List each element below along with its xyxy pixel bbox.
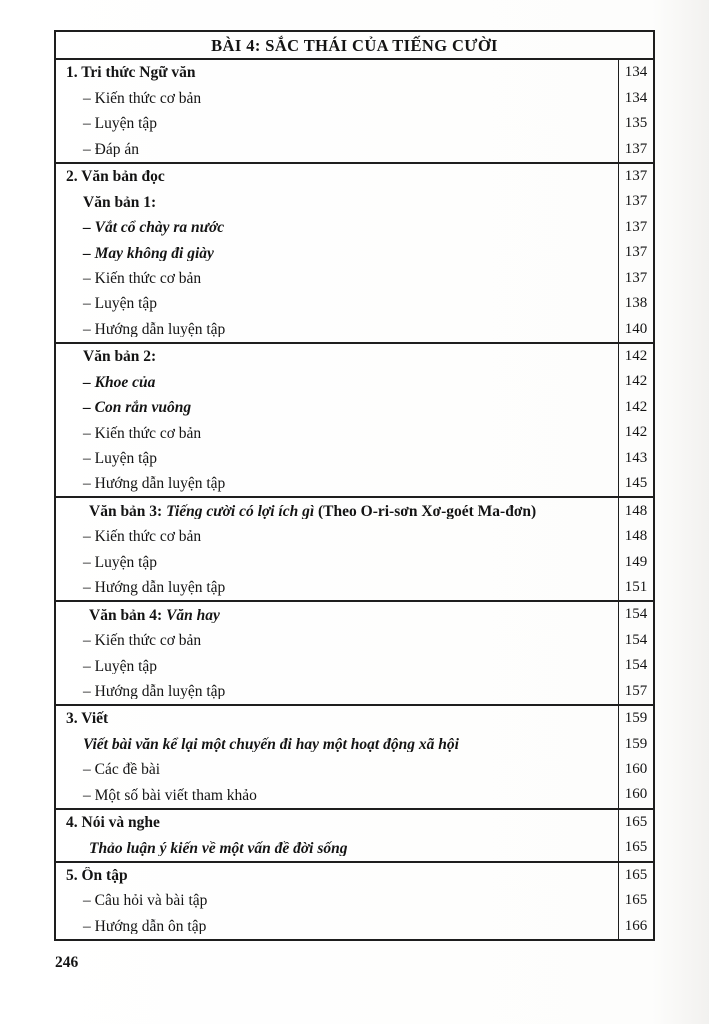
toc-entry-page-number: 137 (618, 266, 653, 291)
toc-row (56, 498, 653, 523)
toc-row (56, 888, 653, 913)
toc-row (56, 679, 653, 704)
toc-entry-label: 1. Tri thức Ngữ văn (66, 64, 196, 81)
toc-body (56, 60, 653, 939)
toc-entry-page-number: 165 (618, 863, 653, 888)
toc-row (56, 316, 653, 341)
toc-entry-label: – Con rắn vuông (83, 399, 192, 416)
toc-entry-label: – Luyện tập (83, 115, 158, 132)
toc-section (56, 600, 653, 704)
toc-row (56, 344, 653, 369)
toc-section (56, 496, 653, 600)
toc-row (56, 757, 653, 782)
toc-row (56, 85, 653, 110)
toc-entry-page-number: 160 (618, 782, 653, 807)
toc-entry-label: – May không đi giày (83, 244, 214, 262)
toc-entry-label (56, 607, 618, 624)
toc-entry-text-part: Văn bản 4: (89, 606, 167, 624)
toc-entry-text-part: (Theo O-ri-sơn Xơ-goét Ma-đơn) (318, 502, 537, 520)
toc-row (56, 266, 653, 291)
toc-entry-label: – Các đề bài (83, 761, 161, 778)
toc-entry-label: 4. Nói và nghe (66, 814, 160, 831)
toc-row (56, 575, 653, 600)
toc-row (56, 549, 653, 574)
toc-entry-page-number: 149 (618, 549, 653, 574)
toc-entry-page-number: 154 (618, 602, 653, 627)
toc-entry-label: – Hướng dẫn luyện tập (83, 682, 226, 700)
toc-entry-label: – Kiến thức cơ bản (83, 528, 202, 545)
toc-entry-label: – Luyện tập (83, 657, 158, 675)
toc-entry-page-number: 143 (618, 446, 653, 471)
toc-entry-label: – Kiến thức cơ bản (83, 424, 202, 442)
toc-section (56, 162, 653, 342)
toc-row (56, 524, 653, 549)
toc-entry-label: 5. Ôn tập (66, 867, 128, 884)
toc-entry-page-number: 160 (618, 757, 653, 782)
toc-entry-text-part: Văn hay (166, 606, 220, 624)
toc-row (56, 653, 653, 678)
toc-entry-label: – Kiến thức cơ bản (83, 89, 202, 107)
toc-entry-label: – Kiến thức cơ bản (83, 269, 202, 287)
toc-entry-page-number: 159 (618, 706, 653, 731)
toc-row (56, 602, 653, 627)
toc-entry-page-number: 134 (618, 85, 653, 110)
toc-row (56, 164, 653, 189)
toc-entry-label: – Hướng dẫn ôn tập (83, 917, 207, 935)
toc-entry-text-part: Tiếng cười có lợi ích gì (166, 502, 319, 520)
toc-entry-page-number: 137 (618, 136, 653, 161)
toc-entry-page-number: 165 (618, 835, 653, 860)
toc-section (56, 342, 653, 497)
toc-entry-page-number: 159 (618, 731, 653, 756)
toc-entry-label: – Hướng dẫn luyện tập (83, 475, 226, 492)
toc-entry-page-number: 148 (618, 498, 653, 523)
toc-row (56, 446, 653, 471)
toc-entry-page-number: 138 (618, 291, 653, 316)
toc-section (56, 808, 653, 861)
toc-entry-label: – Vắt cổ chày ra nước (83, 219, 225, 236)
toc-entry-label: – Luyện tập (83, 450, 158, 467)
toc-entry-label: Văn bản 2: (83, 348, 157, 365)
toc-entry-label: – Hướng dẫn luyện tập (83, 579, 226, 596)
toc-entry-page-number: 135 (618, 111, 653, 136)
toc-row (56, 706, 653, 731)
toc-entry-page-number: 148 (618, 524, 653, 549)
toc-row (56, 835, 653, 860)
toc-entry-label (56, 503, 618, 520)
toc-entry-label: 2. Văn bản đọc (66, 168, 165, 185)
toc-section (56, 704, 653, 808)
toc-entry-page-number: 142 (618, 369, 653, 394)
page-footer-number: 246 (55, 954, 79, 971)
toc-row (56, 240, 653, 265)
toc-entry-page-number: 140 (618, 316, 653, 341)
toc-entry-label: – Luyện tập (83, 295, 158, 312)
toc-row (56, 369, 653, 394)
toc-entry-page-number: 137 (618, 240, 653, 265)
toc-entry-page-number: 165 (618, 888, 653, 913)
toc-row (56, 136, 653, 161)
toc-row (56, 731, 653, 756)
toc-entry-label: – Khoe của (83, 373, 156, 391)
toc-entry-label: – Một số bài viết tham khảo (83, 786, 257, 804)
toc-row (56, 189, 653, 214)
toc-entry-page-number: 154 (618, 628, 653, 653)
toc-entry-page-number: 134 (618, 60, 653, 85)
toc-entry-page-number: 142 (618, 395, 653, 420)
toc-entry-page-number: 137 (618, 189, 653, 214)
toc-entry-label: Văn bản 1: (83, 193, 157, 211)
toc-entry-label: – Kiến thức cơ bản (83, 632, 202, 649)
toc-section (56, 861, 653, 939)
toc-entry-page-number: 142 (618, 420, 653, 445)
toc-lesson-title: BÀI 4: SẮC THÁI CỦA TIẾNG CƯỜI (56, 32, 653, 60)
toc-row (56, 628, 653, 653)
toc-entry-label: Thảo luận ý kiến về một vấn đề đời sống (89, 839, 348, 857)
toc-entry-page-number: 151 (618, 575, 653, 600)
toc-row (56, 60, 653, 85)
toc-entry-page-number: 142 (618, 344, 653, 369)
toc-entry-label: 3. Viết (66, 710, 109, 727)
toc-entry-text-part: Văn bản 3: (89, 502, 167, 520)
toc-entry-label: – Luyện tập (83, 553, 158, 571)
toc-row (56, 395, 653, 420)
toc-table (54, 30, 655, 941)
toc-entry-page-number: 154 (618, 653, 653, 678)
toc-entry-label: – Đáp án (83, 140, 139, 158)
toc-row (56, 420, 653, 445)
toc-row (56, 291, 653, 316)
toc-entry-label: – Câu hỏi và bài tập (83, 892, 208, 909)
toc-entry-page-number: 137 (618, 164, 653, 189)
toc-row (56, 215, 653, 240)
toc-row (56, 913, 653, 938)
toc-entry-label: – Hướng dẫn luyện tập (83, 320, 226, 338)
toc-entry-page-number: 137 (618, 215, 653, 240)
toc-entry-page-number: 157 (618, 679, 653, 704)
toc-section (56, 60, 653, 162)
toc-row (56, 782, 653, 807)
toc-entry-page-number: 166 (618, 913, 653, 938)
toc-row (56, 863, 653, 888)
toc-row (56, 111, 653, 136)
toc-entry-label: Viết bài văn kể lại một chuyến đi hay một hoạt động xã hội (83, 735, 459, 753)
toc-row (56, 810, 653, 835)
toc-row (56, 471, 653, 496)
toc-entry-page-number: 165 (618, 810, 653, 835)
toc-entry-page-number: 145 (618, 471, 653, 496)
